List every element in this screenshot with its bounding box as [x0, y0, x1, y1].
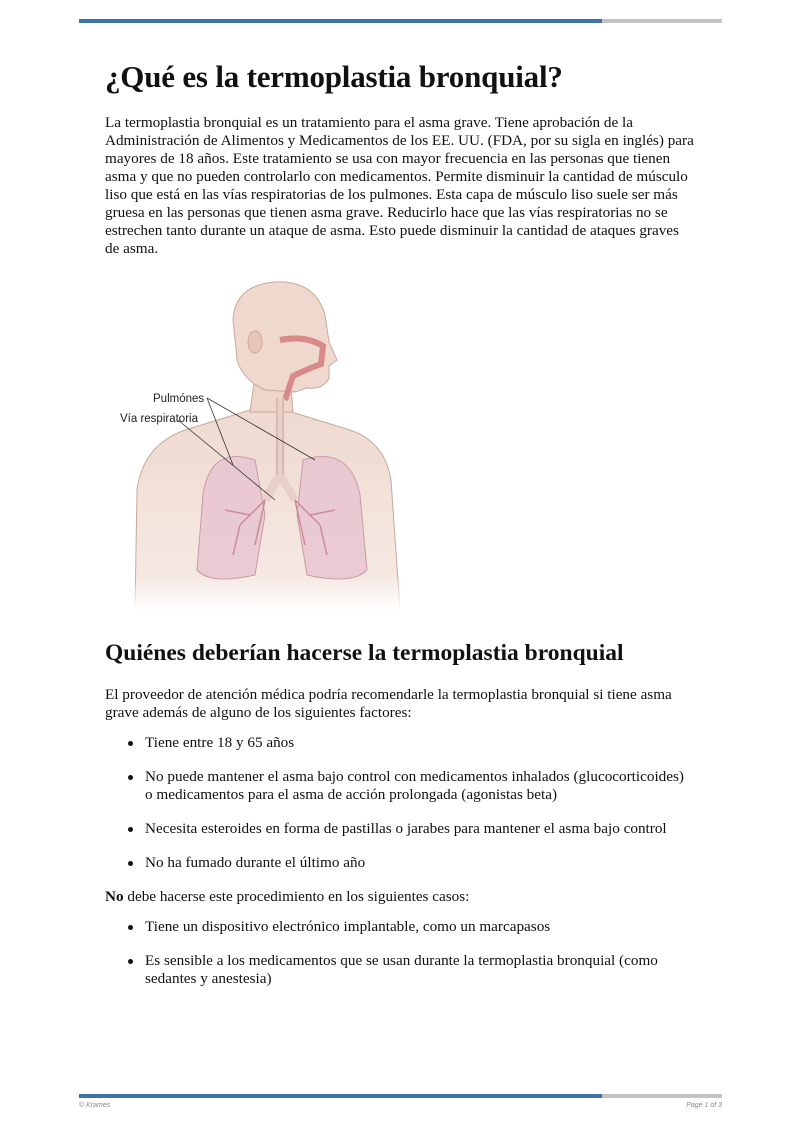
footer-page-number: Page 1 of 3: [686, 1102, 722, 1109]
label-airway: Vía respiratoria: [120, 413, 198, 425]
intro-paragraph: La termoplastia bronquial es un tratamiento para el asma grave. Tiene aprobación de la Administración de Alimentos y Medicamentos de los EE. UU. (FDA, por su sigla en inglés) para mayores de 18 años. Este tratamiento se usa con mayor frecuencia en las personas que tienen asma y que no pueden controlarlo con medicamentos. Permite disminuir la cantidad de músculo liso que está en las vías respiratorias de los pulmones. Esta capa de músculo liso suele ser más gruesa en las personas que tienen asma grave. Reducirlo hace que las vías respiratorias no se estrechen tanto durante un ataque de asma. Esto puede disminuir la cantidad de ataques graves de asma.: [105, 114, 694, 257]
exclusions-list: [105, 918, 695, 988]
torso-lungs-drawing: [115, 280, 415, 610]
note-rest: debe hacerse este procedimiento en los siguientes casos:: [123, 888, 470, 905]
footer-rule-blue: [79, 1094, 602, 1098]
header-rule-blue: [79, 19, 602, 23]
exclusions-intro: [105, 888, 695, 906]
footer-rule: [79, 1094, 722, 1098]
page-title: ¿Qué es la termoplastia bronquial?: [105, 59, 563, 94]
note-bold: No: [105, 888, 124, 905]
ear-shape: [248, 331, 262, 353]
list-item: No ha fumado durante el último año: [145, 854, 695, 872]
list-item: No puede mantener el asma bajo control con medicamentos inhalados (glucocorticoides) o medicamentos para el asma de acción prolongada (agonistas beta): [145, 768, 695, 804]
header-rule-gray: [602, 19, 722, 23]
factors-list: [105, 734, 695, 872]
header-rule: [79, 19, 722, 23]
list-item: Necesita esteroides en forma de pastillas o jarabes para mantener el asma bajo control: [145, 820, 695, 838]
list-item: Tiene un dispositivo electrónico implantable, como un marcapasos: [145, 918, 695, 936]
list-item: Es sensible a los medicamentos que se usan durante la termoplastia bronquial (como sedantes y anestesia): [145, 952, 695, 988]
label-lungs: Pulmónes: [153, 393, 205, 405]
fade-overlay: [115, 480, 415, 610]
section-lead: El proveedor de atención médica podría recomendarle la termoplastia bronquial si tiene asma grave además de alguno de los siguientes factores:: [105, 686, 672, 721]
document-body: [105, 58, 695, 1004]
footer-copyright: © Krames: [79, 1102, 111, 1109]
footer-rule-gray: [602, 1094, 722, 1098]
list-item: Tiene entre 18 y 65 años: [145, 734, 695, 752]
section-heading: Quiénes deberían hacerse la termoplastia bronquial: [105, 640, 624, 666]
anatomy-illustration: [115, 280, 415, 610]
